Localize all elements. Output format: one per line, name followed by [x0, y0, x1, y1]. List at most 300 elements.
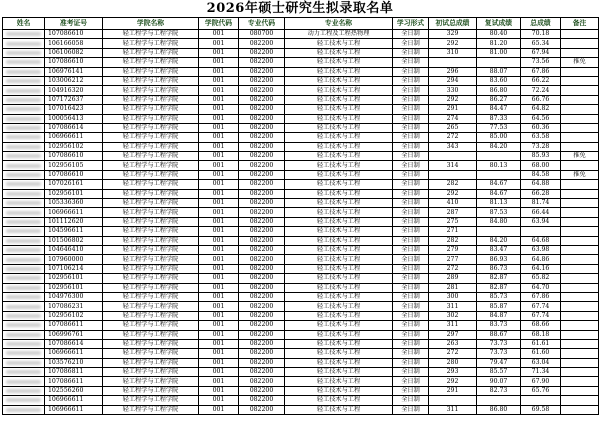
name-cell — [3, 142, 45, 151]
note-cell — [561, 321, 599, 330]
college-cell: 轻工程学与工程学院 — [103, 189, 199, 198]
redaction-fade — [88, 246, 102, 254]
table-row — [3, 386, 599, 395]
total-score-cell — [521, 396, 561, 405]
retest-score-cell: 84.20 — [477, 142, 521, 151]
college-code-cell: 001 — [199, 236, 239, 245]
retest-score-cell: 83.60 — [477, 76, 521, 85]
college-cell: 轻工程学与工程学院 — [103, 339, 199, 348]
note-cell — [561, 105, 599, 114]
college-cell: 轻工程学与工程学院 — [103, 217, 199, 226]
retest-score-cell: 90.07 — [477, 377, 521, 386]
total-score-cell: 67.86 — [521, 292, 561, 301]
redaction-fade — [88, 180, 102, 188]
note-cell — [561, 189, 599, 198]
total-score-cell: 84.58 — [521, 170, 561, 179]
redacted-name-blur — [6, 389, 41, 393]
name-cell — [3, 58, 45, 67]
college-code-cell: 001 — [199, 339, 239, 348]
college-code-cell: 001 — [199, 358, 239, 367]
redacted-name-blur — [6, 314, 41, 318]
college-code-cell: 001 — [199, 189, 239, 198]
total-score-cell — [521, 227, 561, 236]
redaction-fade — [88, 199, 102, 207]
exam-id-text: 102956101 — [48, 283, 84, 291]
name-cell — [3, 330, 45, 339]
major-cell: 轻工技术与工程 — [285, 189, 393, 198]
exam-id-text: 107086811 — [48, 368, 84, 376]
total-score-cell: 64.70 — [521, 283, 561, 292]
note-cell — [561, 311, 599, 320]
exam-id-cell — [45, 255, 103, 264]
redaction-fade — [88, 321, 102, 329]
retest-score-cell — [477, 170, 521, 179]
initial-score-cell — [429, 170, 477, 179]
redacted-name-blur — [6, 164, 41, 168]
initial-score-cell: 292 — [429, 39, 477, 48]
table-row — [3, 274, 599, 283]
exam-id-text: 102956102 — [48, 142, 84, 150]
college-cell: 轻工程学与工程学院 — [103, 274, 199, 283]
exam-id-text: 106966611 — [48, 208, 84, 216]
redaction-fade — [88, 171, 102, 179]
retest-score-cell: 88.07 — [477, 67, 521, 76]
exam-id-text: 103006212 — [48, 77, 84, 85]
college-cell: 轻工程学与工程学院 — [103, 330, 199, 339]
major-cell: 轻工技术与工程 — [285, 283, 393, 292]
study-mode-cell: 全日制 — [393, 217, 429, 226]
table-row — [3, 255, 599, 264]
initial-score-cell: 302 — [429, 311, 477, 320]
note-cell: 推免 — [561, 152, 599, 161]
college-cell: 轻工程学与工程学院 — [103, 180, 199, 189]
redacted-name-blur — [6, 89, 41, 93]
major-code-cell: 082200 — [239, 133, 285, 142]
major-cell: 轻工技术与工程 — [285, 358, 393, 367]
initial-score-cell: 280 — [429, 358, 477, 367]
name-cell — [3, 245, 45, 254]
retest-score-cell — [477, 396, 521, 405]
total-score-cell: 64.16 — [521, 264, 561, 273]
retest-score-cell: 84.47 — [477, 105, 521, 114]
major-code-cell: 082200 — [239, 208, 285, 217]
college-cell: 轻工程学与工程学院 — [103, 199, 199, 208]
exam-id-cell — [45, 142, 103, 151]
college-code-cell: 001 — [199, 368, 239, 377]
total-score-cell: 68.18 — [521, 330, 561, 339]
name-cell — [3, 39, 45, 48]
column-header-total-score: 总成绩 — [521, 18, 561, 30]
college-code-cell: 001 — [199, 48, 239, 57]
name-cell — [3, 208, 45, 217]
total-score-cell: 73.56 — [521, 58, 561, 67]
exam-id-cell — [45, 189, 103, 198]
table-row — [3, 123, 599, 132]
retest-score-cell: 85.00 — [477, 133, 521, 142]
major-code-cell: 082200 — [239, 405, 285, 414]
major-code-cell: 082200 — [239, 123, 285, 132]
retest-score-cell: 82.87 — [477, 283, 521, 292]
exam-id-cell — [45, 339, 103, 348]
retest-score-cell: 81.20 — [477, 39, 521, 48]
exam-id-text: 107026161 — [48, 180, 84, 188]
major-cell: 轻工技术与工程 — [285, 152, 393, 161]
redacted-name-blur — [6, 154, 41, 158]
exam-id-cell — [45, 302, 103, 311]
total-score-cell: 67.74 — [521, 311, 561, 320]
redacted-name-blur — [6, 211, 41, 215]
study-mode-cell: 全日制 — [393, 255, 429, 264]
college-code-cell: 001 — [199, 86, 239, 95]
exam-id-text: 107172637 — [48, 95, 84, 103]
major-code-cell: 082200 — [239, 274, 285, 283]
redaction-fade — [88, 115, 102, 123]
column-header-college-code: 学院代码 — [199, 18, 239, 30]
college-code-cell: 001 — [199, 377, 239, 386]
redaction-fade — [88, 312, 102, 320]
retest-score-cell: 87.53 — [477, 208, 521, 217]
major-cell: 轻工技术与工程 — [285, 217, 393, 226]
name-cell — [3, 311, 45, 320]
retest-score-cell: 87.33 — [477, 114, 521, 123]
note-cell — [561, 405, 599, 414]
redaction-fade — [88, 387, 102, 395]
major-cell: 轻工技术与工程 — [285, 48, 393, 57]
exam-id-cell — [45, 133, 103, 142]
total-score-cell: 73.28 — [521, 142, 561, 151]
major-code-cell: 082200 — [239, 264, 285, 273]
study-mode-cell: 全日制 — [393, 76, 429, 85]
major-code-cell: 082200 — [239, 161, 285, 170]
exam-id-text: 106966611 — [48, 405, 84, 413]
redaction-fade — [88, 274, 102, 282]
name-cell — [3, 283, 45, 292]
exam-id-cell — [45, 349, 103, 358]
major-code-cell: 082200 — [239, 349, 285, 358]
initial-score-cell: 292 — [429, 95, 477, 104]
college-cell: 轻工程学与工程学院 — [103, 227, 199, 236]
major-cell: 动力工程及工程热物理 — [285, 30, 393, 39]
major-code-cell: 082200 — [239, 236, 285, 245]
redaction-fade — [88, 190, 102, 198]
college-code-cell: 001 — [199, 58, 239, 67]
total-score-cell: 65.34 — [521, 39, 561, 48]
exam-id-text: 107086610 — [48, 152, 84, 160]
major-code-cell: 082200 — [239, 67, 285, 76]
total-score-cell: 81.74 — [521, 199, 561, 208]
note-cell — [561, 264, 599, 273]
column-header-note: 备注 — [561, 18, 599, 30]
table-row — [3, 39, 599, 48]
note-cell — [561, 208, 599, 217]
college-cell: 轻工程学与工程学院 — [103, 283, 199, 292]
note-cell — [561, 48, 599, 57]
study-mode-cell: 全日制 — [393, 302, 429, 311]
exam-id-text: 102956101 — [48, 274, 84, 282]
table-row — [3, 311, 599, 320]
redaction-fade — [88, 152, 102, 160]
redaction-fade — [88, 396, 102, 404]
college-code-cell: 001 — [199, 274, 239, 283]
study-mode-cell: 全日制 — [393, 368, 429, 377]
exam-id-cell — [45, 76, 103, 85]
redaction-fade — [88, 30, 102, 38]
major-cell: 轻工技术与工程 — [285, 208, 393, 217]
major-cell: 轻工技术与工程 — [285, 105, 393, 114]
college-code-cell: 001 — [199, 123, 239, 132]
redacted-name-blur — [6, 79, 41, 83]
major-cell: 轻工技术与工程 — [285, 236, 393, 245]
name-cell — [3, 170, 45, 179]
exam-id-text: 106976141 — [48, 67, 84, 75]
major-code-cell: 082200 — [239, 377, 285, 386]
initial-score-cell: 410 — [429, 199, 477, 208]
major-cell: 轻工技术与工程 — [285, 330, 393, 339]
total-score-cell: 70.18 — [521, 30, 561, 39]
study-mode-cell: 全日制 — [393, 161, 429, 170]
college-code-cell: 001 — [199, 39, 239, 48]
exam-id-cell — [45, 358, 103, 367]
total-score-cell: 65.76 — [521, 386, 561, 395]
college-cell: 轻工程学与工程学院 — [103, 349, 199, 358]
note-cell — [561, 330, 599, 339]
table-row — [3, 133, 599, 142]
initial-score-cell: 293 — [429, 368, 477, 377]
column-header-college: 学院名称 — [103, 18, 199, 30]
college-cell: 轻工程学与工程学院 — [103, 292, 199, 301]
redaction-fade — [88, 208, 102, 216]
total-score-cell: 66.22 — [521, 76, 561, 85]
major-cell: 轻工技术与工程 — [285, 161, 393, 170]
retest-score-cell: 85.87 — [477, 302, 521, 311]
exam-id-text: 101506802 — [48, 236, 84, 244]
total-score-cell: 60.36 — [521, 123, 561, 132]
name-cell — [3, 152, 45, 161]
name-cell — [3, 217, 45, 226]
redacted-name-blur — [6, 229, 41, 233]
exam-id-cell — [45, 311, 103, 320]
initial-score-cell: 311 — [429, 321, 477, 330]
name-cell — [3, 292, 45, 301]
major-cell: 轻工技术与工程 — [285, 227, 393, 236]
table-row — [3, 58, 599, 67]
name-cell — [3, 114, 45, 123]
college-cell: 轻工程学与工程学院 — [103, 48, 199, 57]
college-cell: 轻工程学与工程学院 — [103, 358, 199, 367]
note-cell — [561, 199, 599, 208]
college-code-cell: 001 — [199, 217, 239, 226]
initial-score-cell: 314 — [429, 161, 477, 170]
study-mode-cell: 全日制 — [393, 208, 429, 217]
study-mode-cell: 全日制 — [393, 377, 429, 386]
total-score-cell: 85.93 — [521, 152, 561, 161]
retest-score-cell: 86.73 — [477, 264, 521, 273]
college-cell: 轻工程学与工程学院 — [103, 67, 199, 76]
redaction-fade — [88, 302, 102, 310]
study-mode-cell: 全日制 — [393, 180, 429, 189]
name-cell — [3, 302, 45, 311]
major-cell: 轻工技术与工程 — [285, 274, 393, 283]
initial-score-cell — [429, 396, 477, 405]
initial-score-cell: 277 — [429, 255, 477, 264]
college-cell: 轻工程学与工程学院 — [103, 368, 199, 377]
initial-score-cell: 294 — [429, 76, 477, 85]
major-cell: 轻工技术与工程 — [285, 142, 393, 151]
major-code-cell: 082200 — [239, 105, 285, 114]
major-code-cell: 082200 — [239, 48, 285, 57]
major-cell: 轻工技术与工程 — [285, 95, 393, 104]
initial-score-cell: 275 — [429, 217, 477, 226]
major-cell: 轻工技术与工程 — [285, 123, 393, 132]
redaction-fade — [88, 265, 102, 273]
exam-id-text: 104916320 — [48, 86, 84, 94]
major-code-cell: 082200 — [239, 245, 285, 254]
redacted-name-blur — [6, 239, 41, 243]
note-cell — [561, 349, 599, 358]
name-cell — [3, 105, 45, 114]
table-row — [3, 396, 599, 405]
note-cell — [561, 123, 599, 132]
study-mode-cell: 全日制 — [393, 349, 429, 358]
total-score-cell: 67.74 — [521, 302, 561, 311]
college-cell: 轻工程学与工程学院 — [103, 76, 199, 85]
study-mode-cell: 全日制 — [393, 321, 429, 330]
table-row — [3, 180, 599, 189]
name-cell — [3, 161, 45, 170]
table-row — [3, 105, 599, 114]
retest-score-cell: 81.00 — [477, 48, 521, 57]
initial-score-cell: 271 — [429, 227, 477, 236]
table-row — [3, 95, 599, 104]
exam-id-cell — [45, 114, 103, 123]
name-cell — [3, 358, 45, 367]
redacted-name-blur — [6, 126, 41, 130]
major-cell: 轻工技术与工程 — [285, 86, 393, 95]
note-cell — [561, 30, 599, 39]
note-cell — [561, 377, 599, 386]
college-cell: 轻工程学与工程学院 — [103, 236, 199, 245]
table-row — [3, 302, 599, 311]
total-score-cell: 61.61 — [521, 339, 561, 348]
note-cell — [561, 283, 599, 292]
table-row — [3, 377, 599, 386]
initial-score-cell: 343 — [429, 142, 477, 151]
table-row — [3, 405, 599, 414]
retest-score-cell: 82.87 — [477, 274, 521, 283]
major-code-cell: 082200 — [239, 227, 285, 236]
initial-score-cell: 329 — [429, 30, 477, 39]
college-code-cell: 001 — [199, 161, 239, 170]
total-score-cell: 66.76 — [521, 95, 561, 104]
major-code-cell: 082200 — [239, 170, 285, 179]
redacted-name-blur — [6, 276, 41, 280]
table-row — [3, 227, 599, 236]
retest-score-cell: 73.73 — [477, 349, 521, 358]
college-code-cell: 001 — [199, 180, 239, 189]
major-cell: 轻工技术与工程 — [285, 386, 393, 395]
total-score-cell: 71.34 — [521, 368, 561, 377]
note-cell — [561, 236, 599, 245]
exam-id-text: 107086611 — [48, 321, 84, 329]
college-code-cell: 001 — [199, 405, 239, 414]
exam-id-cell — [45, 95, 103, 104]
redaction-fade — [88, 58, 102, 66]
exam-id-text: 106966611 — [48, 349, 84, 357]
college-code-cell: 001 — [199, 349, 239, 358]
major-code-cell: 082200 — [239, 199, 285, 208]
study-mode-cell: 全日制 — [393, 105, 429, 114]
major-cell: 轻工技术与工程 — [285, 292, 393, 301]
exam-id-cell — [45, 264, 103, 273]
column-header-initial-score: 初试总成绩 — [429, 18, 477, 30]
retest-score-cell: 84.67 — [477, 180, 521, 189]
note-cell — [561, 227, 599, 236]
total-score-cell: 63.58 — [521, 133, 561, 142]
column-header-major-code: 专业代码 — [239, 18, 285, 30]
study-mode-cell: 全日制 — [393, 330, 429, 339]
major-cell: 轻工技术与工程 — [285, 114, 393, 123]
initial-score-cell: 291 — [429, 386, 477, 395]
note-cell — [561, 368, 599, 377]
exam-id-text: 107106214 — [48, 264, 84, 272]
college-code-cell: 001 — [199, 208, 239, 217]
study-mode-cell: 全日制 — [393, 39, 429, 48]
redacted-name-blur — [6, 342, 41, 346]
redacted-name-blur — [6, 220, 41, 224]
redacted-name-blur — [6, 398, 41, 402]
name-cell — [3, 189, 45, 198]
major-code-cell: 082200 — [239, 358, 285, 367]
redaction-fade — [88, 68, 102, 76]
college-code-cell: 001 — [199, 170, 239, 179]
redacted-name-blur — [6, 351, 41, 355]
exam-id-text: 107086231 — [48, 302, 84, 310]
study-mode-cell: 全日制 — [393, 67, 429, 76]
column-header-study-mode: 学习形式 — [393, 18, 429, 30]
redacted-name-blur — [6, 201, 41, 205]
college-code-cell: 001 — [199, 76, 239, 85]
major-cell: 轻工技术与工程 — [285, 58, 393, 67]
initial-score-cell — [429, 152, 477, 161]
major-code-cell: 082200 — [239, 330, 285, 339]
table-row — [3, 368, 599, 377]
study-mode-cell: 全日制 — [393, 133, 429, 142]
redaction-fade — [88, 77, 102, 85]
college-cell: 轻工程学与工程学院 — [103, 86, 199, 95]
initial-score-cell: 281 — [429, 283, 477, 292]
initial-score-cell: 289 — [429, 274, 477, 283]
redacted-name-blur — [6, 117, 41, 121]
retest-score-cell: 77.53 — [477, 123, 521, 132]
name-cell — [3, 199, 45, 208]
college-code-cell: 001 — [199, 152, 239, 161]
exam-id-cell — [45, 180, 103, 189]
retest-score-cell: 86.80 — [477, 405, 521, 414]
retest-score-cell — [477, 152, 521, 161]
exam-id-cell — [45, 321, 103, 330]
redacted-name-blur — [6, 248, 41, 252]
table-row — [3, 189, 599, 198]
table-row — [3, 283, 599, 292]
table-row — [3, 339, 599, 348]
major-cell: 轻工技术与工程 — [285, 255, 393, 264]
initial-score-cell: 311 — [429, 302, 477, 311]
table-row — [3, 321, 599, 330]
college-code-cell: 001 — [199, 30, 239, 39]
study-mode-cell: 全日制 — [393, 227, 429, 236]
name-cell — [3, 255, 45, 264]
redaction-fade — [88, 161, 102, 169]
